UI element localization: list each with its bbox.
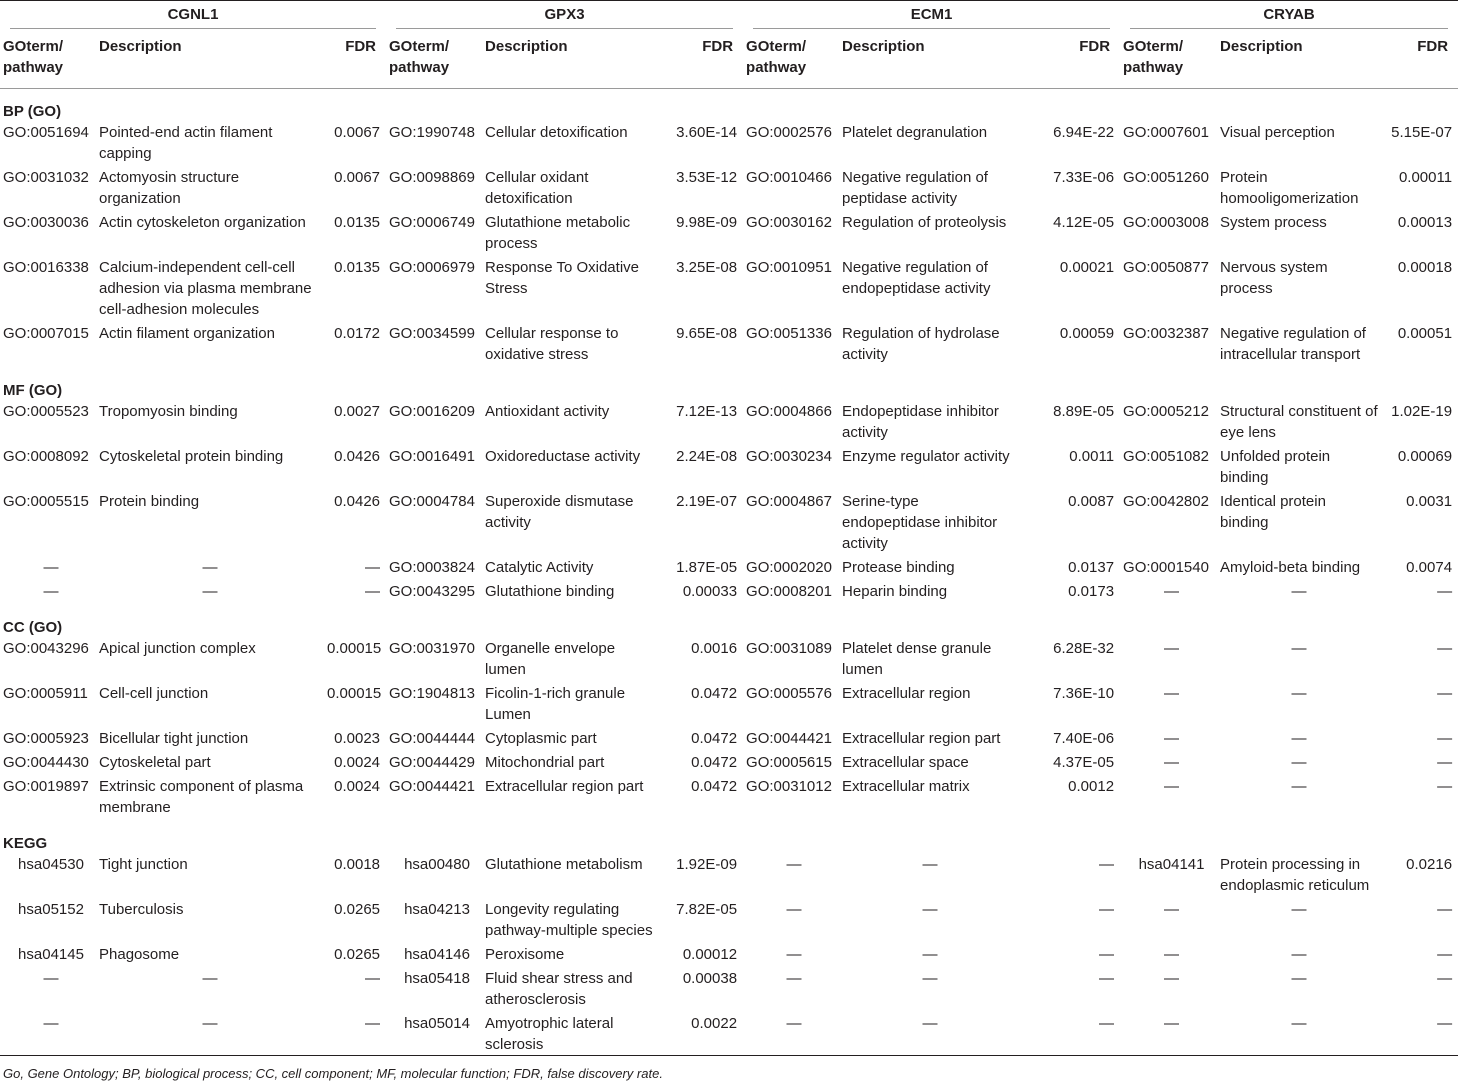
term-id-cell: — [1164,730,1180,747]
table-row [0,491,1458,557]
term-id-cell: GO:0008092 [3,448,89,465]
description-cell: Peroxisome [485,946,565,963]
go-col-header: GOterm/ pathway [0,32,99,89]
fdr-col-header: FDR [327,32,386,89]
section-header-row [0,821,1458,854]
term-id-cell: — [786,970,802,987]
description-cell: — [1291,946,1307,963]
description-cell: — [1291,583,1307,600]
fdr-cell: 0.00069 [1397,448,1453,465]
go-col-header: GOterm/ pathway [743,32,842,89]
term-id-cell: GO:0044429 [389,754,475,771]
fdr-cell: 0.0024 [334,754,381,771]
term-id-cell: GO:1904813 [389,685,475,702]
term-id-cell: GO:0031032 [3,169,89,186]
term-id-cell: GO:0043296 [3,640,89,657]
table-row [0,968,1458,1013]
fdr-cell: 6.28E-32 [1053,640,1115,657]
term-id-cell: GO:0030036 [3,214,89,231]
section-header-row [0,89,1458,123]
fdr-cell: — [1437,778,1453,795]
fdr-cell: — [365,1015,381,1032]
description-cell: Cytoskeletal protein binding [99,448,284,465]
fdr-cell: 0.0137 [1068,559,1115,576]
description-cell: Platelet degranulation [842,124,988,141]
term-id-cell: GO:0005911 [3,685,88,702]
description-cell: — [922,856,938,873]
fdr-cell: 8.89E-05 [1053,403,1115,420]
term-id-cell: — [1164,1015,1180,1032]
description-cell: Antioxidant activity [485,403,610,420]
fdr-cell: 0.0027 [334,403,381,420]
description-cell: Visual perception [1220,124,1335,141]
table-row [0,899,1458,944]
description-cell: Negative regulation of peptidase activity [842,169,988,207]
description-cell: — [922,901,938,918]
fdr-cell: — [1437,754,1453,771]
term-id-cell: — [1164,583,1180,600]
fdr-cell: 0.00013 [1397,214,1453,231]
fdr-cell: 0.00012 [682,946,738,963]
description-cell: Unfolded protein binding [1220,448,1331,486]
description-cell: Mitochondrial part [485,754,605,771]
fdr-cell: 1.92E-09 [676,856,738,873]
term-id-cell: GO:0051082 [1123,448,1209,465]
term-id-cell: GO:0034599 [389,325,475,342]
fdr-cell: 0.00051 [1397,325,1453,342]
term-id-cell: GO:0002020 [746,559,832,576]
description-cell: Extracellular region part [842,730,1001,747]
description-cell: Cellular response to oxidative stress [485,325,619,363]
description-cell: Cellular detoxification [485,124,628,141]
fdr-cell: 2.24E-08 [676,448,738,465]
description-cell: — [922,1015,938,1032]
term-id-cell: GO:0044421 [389,778,475,795]
term-id-cell: GO:0002576 [746,124,832,141]
description-cell: Nervous system process [1220,259,1328,297]
fdr-cell: 0.0011 [1069,448,1115,465]
fdr-cell: 0.0173 [1068,583,1115,600]
fdr-cell: 0.00033 [682,583,738,600]
description-cell: Actin filament organization [99,325,275,342]
term-id-cell: hsa04146 [404,946,470,963]
table-row [0,581,1458,605]
term-id-cell: GO:0005515 [3,493,89,510]
description-cell: Ficolin-1-rich granule Lumen [485,685,626,723]
term-id-cell: hsa05418 [404,970,470,987]
fdr-cell: 0.0135 [334,214,381,231]
fdr-cell: 6.94E-22 [1053,124,1115,141]
term-id-cell: GO:0030162 [746,214,832,231]
description-cell: — [922,946,938,963]
term-id-cell: GO:0032387 [1123,325,1209,342]
bottom-rule [0,1055,1458,1056]
fdr-cell: — [1437,946,1453,963]
description-cell: Protease binding [842,559,955,576]
term-id-cell: GO:0044444 [389,730,475,747]
fdr-cell: — [1437,640,1453,657]
description-col-header: Description [842,32,1024,89]
fdr-cell: 0.0472 [691,730,738,747]
table-row [0,683,1458,728]
table-body [0,89,1458,1059]
fdr-cell: — [365,970,381,987]
term-id-cell: — [786,946,802,963]
description-cell: — [1291,730,1307,747]
fdr-cell: 7.36E-10 [1053,685,1115,702]
term-id-cell: GO:0003008 [1123,214,1209,231]
description-cell: — [202,583,218,600]
term-id-cell: GO:0031089 [746,640,832,657]
description-cell: Heparin binding [842,583,948,600]
fdr-cell: 0.0022 [691,1015,738,1032]
term-id-cell: — [1164,754,1180,771]
description-cell: Phagosome [99,946,180,963]
description-cell: — [1291,754,1307,771]
section-header-row [0,605,1458,638]
description-cell: Amyotrophic lateral sclerosis [485,1015,614,1053]
term-id-cell: GO:0008201 [746,583,832,600]
term-id-cell: hsa04145 [18,946,84,963]
table-row [0,752,1458,776]
term-id-cell: GO:0031970 [389,640,475,657]
description-cell: Extracellular matrix [842,778,970,795]
table-row [0,446,1458,491]
fdr-cell: 2.19E-07 [676,493,738,510]
term-id-cell: GO:0016338 [3,259,89,276]
table-row [0,1013,1458,1058]
fdr-cell: 0.00015 [327,640,382,657]
fdr-cell: — [365,559,381,576]
description-cell: Actin cytoskeleton organization [99,214,306,231]
fdr-cell: 3.25E-08 [676,259,738,276]
description-cell: Protein processing in endoplasmic reticulum [1220,856,1370,894]
description-cell: — [202,559,218,576]
term-id-cell: GO:0004866 [746,403,832,420]
description-cell: Apical junction complex [99,640,256,657]
table-row [0,728,1458,752]
term-id-cell: GO:0042802 [1123,493,1209,510]
fdr-cell: 0.0472 [691,778,738,795]
description-cell: Cytoplasmic part [485,730,597,747]
fdr-col-header: FDR [1384,32,1458,89]
fdr-cell: 4.12E-05 [1053,214,1115,231]
table-row [0,122,1458,167]
table-row [0,257,1458,323]
description-col-header: Description [99,32,327,89]
term-id-cell: GO:0044421 [746,730,832,747]
term-id-cell: GO:0005212 [1123,403,1209,420]
term-id-cell: — [1164,901,1180,918]
fdr-cell: 1.87E-05 [676,559,738,576]
term-id-cell: hsa04213 [404,901,470,918]
fdr-cell: 0.0216 [1406,856,1453,873]
fdr-cell: — [1437,730,1453,747]
term-id-cell: hsa04530 [18,856,84,873]
description-cell: Actomyosin structure organization [99,169,240,207]
fdr-cell: — [1437,970,1453,987]
table-footnote: Go, Gene Ontology; BP, biological process; CC, cell component; MF, molecular function; FDR, false discovery rate. [3,1066,663,1081]
fdr-cell: 0.0067 [334,124,381,141]
term-id-cell: GO:0005615 [746,754,832,771]
description-cell: — [1291,1015,1307,1032]
term-id-cell: — [43,583,59,600]
go-col-header: GOterm/ pathway [1120,32,1220,89]
fdr-cell: 7.12E-13 [676,403,738,420]
term-id-cell: GO:0044430 [3,754,89,771]
fdr-cell: 0.0087 [1068,493,1115,510]
term-id-cell: — [786,856,802,873]
description-cell: Tight junction [99,856,188,873]
description-cell: Calcium-independent cell-cell adhesion via plasma membrane cell-adhesion molecules [99,259,312,318]
table-row [0,557,1458,581]
description-cell: Endopeptidase inhibitor activity [842,403,999,441]
term-id-cell: GO:0004867 [746,493,832,510]
description-cell: Amyloid-beta binding [1220,559,1361,576]
term-id-cell: hsa05152 [18,901,84,918]
fdr-cell: 1.02E-19 [1391,403,1453,420]
go-col-header: GOterm/ pathway [386,32,485,89]
description-cell: Structural constituent of eye lens [1220,403,1378,441]
term-id-cell: GO:0016209 [389,403,475,420]
fdr-cell: 4.37E-05 [1053,754,1115,771]
fdr-cell: 0.00011 [1398,169,1453,186]
term-id-cell: — [786,901,802,918]
term-id-cell: — [1164,685,1180,702]
description-cell: Protein homooligomerization [1220,169,1359,207]
description-cell: Extrinsic component of plasma membrane [99,778,304,816]
term-id-cell: GO:0010951 [746,259,832,276]
fdr-cell: 0.0135 [334,259,381,276]
fdr-cell: 0.00021 [1059,259,1115,276]
fdr-cell: 0.0031 [1406,493,1453,510]
description-cell: Glutathione metabolic process [485,214,631,252]
description-cell: Cytoskeletal part [99,754,211,771]
description-cell: Glutathione metabolism [485,856,643,873]
fdr-cell: 0.0067 [334,169,381,186]
description-cell: — [1291,640,1307,657]
fdr-cell: — [1099,1015,1115,1032]
description-cell: Identical protein binding [1220,493,1326,531]
table-row [0,944,1458,968]
term-id-cell: GO:0016491 [389,448,475,465]
fdr-cell: 9.98E-09 [676,214,738,231]
description-cell: — [1291,901,1307,918]
fdr-cell: 0.0023 [334,730,381,747]
term-id-cell: GO:0010466 [746,169,832,186]
description-cell: Tropomyosin binding [99,403,238,420]
table-row [0,323,1458,368]
fdr-cell: 0.0472 [691,685,738,702]
term-id-cell: — [1164,946,1180,963]
term-id-cell: — [43,559,59,576]
fdr-col-header: FDR [666,32,743,89]
term-id-cell: GO:0031012 [746,778,832,795]
fdr-cell: — [1437,685,1453,702]
gene-header: ECM1 [743,0,1120,32]
term-id-cell: GO:0030234 [746,448,832,465]
fdr-cell: 7.40E-06 [1053,730,1115,747]
gene-header: CRYAB [1120,0,1458,32]
description-cell: — [922,970,938,987]
description-cell: Response To Oxidative Stress [485,259,639,297]
description-cell: Catalytic Activity [485,559,594,576]
fdr-cell: — [1437,901,1453,918]
term-id-cell: hsa04141 [1138,856,1205,873]
term-id-cell: GO:0005576 [746,685,832,702]
fdr-cell: 0.0016 [691,640,738,657]
term-id-cell: hsa05014 [404,1015,470,1032]
fdr-cell: — [1099,901,1115,918]
section-label: CC (GO) [3,619,63,636]
description-cell: Platelet dense granule lumen [842,640,992,678]
gene-header: CGNL1 [0,0,386,32]
fdr-cell: 0.0074 [1406,559,1453,576]
term-id-cell: GO:0005523 [3,403,89,420]
description-cell: Regulation of hydrolase activity [842,325,1000,363]
description-cell: Enzyme regulator activity [842,448,1010,465]
description-cell: Oxidoreductase activity [485,448,641,465]
description-col-header: Description [485,32,666,89]
fdr-cell: — [1099,856,1115,873]
term-id-cell: GO:0050877 [1123,259,1209,276]
table-row [0,167,1458,212]
gene-header-row [0,0,1458,32]
term-id-cell: GO:0006749 [389,214,475,231]
fdr-cell: 3.60E-14 [676,124,738,141]
fdr-cell: 7.82E-05 [676,901,738,918]
description-cell: Extracellular region part [485,778,644,795]
fdr-cell: 0.00038 [682,970,738,987]
fdr-cell: 0.00018 [1397,259,1453,276]
fdr-cell: 0.0265 [334,946,381,963]
term-id-cell: GO:0005923 [3,730,89,747]
fdr-cell: 0.0172 [334,325,381,342]
fdr-cell: 0.00059 [1059,325,1115,342]
description-cell: Glutathione binding [485,583,615,600]
fdr-cell: 5.15E-07 [1391,124,1453,141]
term-id-cell: — [1164,778,1180,795]
description-cell: Negative regulation of endopeptidase activity [842,259,991,297]
fdr-cell: — [365,583,381,600]
description-cell: Fluid shear stress and atherosclerosis [485,970,633,1008]
fdr-cell: — [1099,970,1115,987]
table-row [0,212,1458,257]
term-id-cell: GO:0001540 [1123,559,1209,576]
term-id-cell: GO:0051260 [1123,169,1209,186]
gene-header: GPX3 [386,0,743,32]
section-label: MF (GO) [3,382,63,399]
term-id-cell: GO:0098869 [389,169,475,186]
term-id-cell: — [1164,970,1180,987]
description-cell: Extracellular region [842,685,971,702]
term-id-cell: GO:0019897 [3,778,89,795]
section-label: KEGG [3,835,48,852]
fdr-cell: 0.0426 [334,448,381,465]
description-cell: Protein binding [99,493,200,510]
description-cell: Cellular oxidant detoxification [485,169,589,207]
term-id-cell: GO:0051694 [3,124,89,141]
fdr-cell: — [1437,583,1453,600]
term-id-cell: — [43,970,59,987]
description-col-header: Description [1220,32,1384,89]
description-cell: System process [1220,214,1327,231]
fdr-cell: 0.0012 [1068,778,1115,795]
description-cell: — [202,970,218,987]
description-cell: Pointed-end actin filament capping [99,124,273,162]
table-row [0,401,1458,446]
term-id-cell: — [43,1015,59,1032]
term-id-cell: GO:0004784 [389,493,475,510]
fdr-cell: 7.33E-06 [1053,169,1115,186]
description-cell: Tuberculosis [99,901,184,918]
description-cell: — [202,1015,218,1032]
term-id-cell: GO:1990748 [389,124,475,141]
term-id-cell: — [1164,640,1180,657]
description-cell: Regulation of proteolysis [842,214,1007,231]
term-id-cell: — [786,1015,802,1032]
description-cell: Organelle envelope lumen [485,640,616,678]
description-cell: — [1291,970,1307,987]
description-cell: Superoxide dismutase activity [485,493,634,531]
fdr-cell: 0.0265 [334,901,381,918]
term-id-cell: hsa00480 [404,856,470,873]
fdr-cell: 9.65E-08 [676,325,738,342]
fdr-cell: 3.53E-12 [676,169,738,186]
table-row [0,776,1458,821]
fdr-cell: 0.0024 [334,778,381,795]
description-cell: Negative regulation of intracellular transport [1220,325,1366,363]
section-header-row [0,368,1458,401]
fdr-cell: 0.00015 [327,685,382,702]
column-header-row [0,32,1458,89]
term-id-cell: GO:0007015 [3,325,89,342]
fdr-cell: 0.0018 [334,856,381,873]
fdr-cell: 0.0472 [691,754,738,771]
description-cell: Cell-cell junction [99,685,209,702]
description-cell: — [1291,778,1307,795]
description-cell: Serine-type endopeptidase inhibitor activity [842,493,998,552]
description-cell: Longevity regulating pathway-multiple species [485,901,653,939]
table-row [0,854,1458,899]
fdr-cell: — [1099,946,1115,963]
section-label: BP (GO) [3,103,62,120]
term-id-cell: GO:0051336 [746,325,832,342]
description-cell: Extracellular space [842,754,969,771]
term-id-cell: GO:0006979 [389,259,475,276]
description-cell: Bicellular tight junction [99,730,249,747]
table-row [0,638,1458,683]
fdr-col-header: FDR [1024,32,1120,89]
fdr-cell: — [1437,1015,1453,1032]
fdr-cell: 0.0426 [334,493,381,510]
description-cell: — [1291,685,1307,702]
term-id-cell: GO:0043295 [389,583,475,600]
term-id-cell: GO:0003824 [389,559,475,576]
term-id-cell: GO:0007601 [1123,124,1209,141]
